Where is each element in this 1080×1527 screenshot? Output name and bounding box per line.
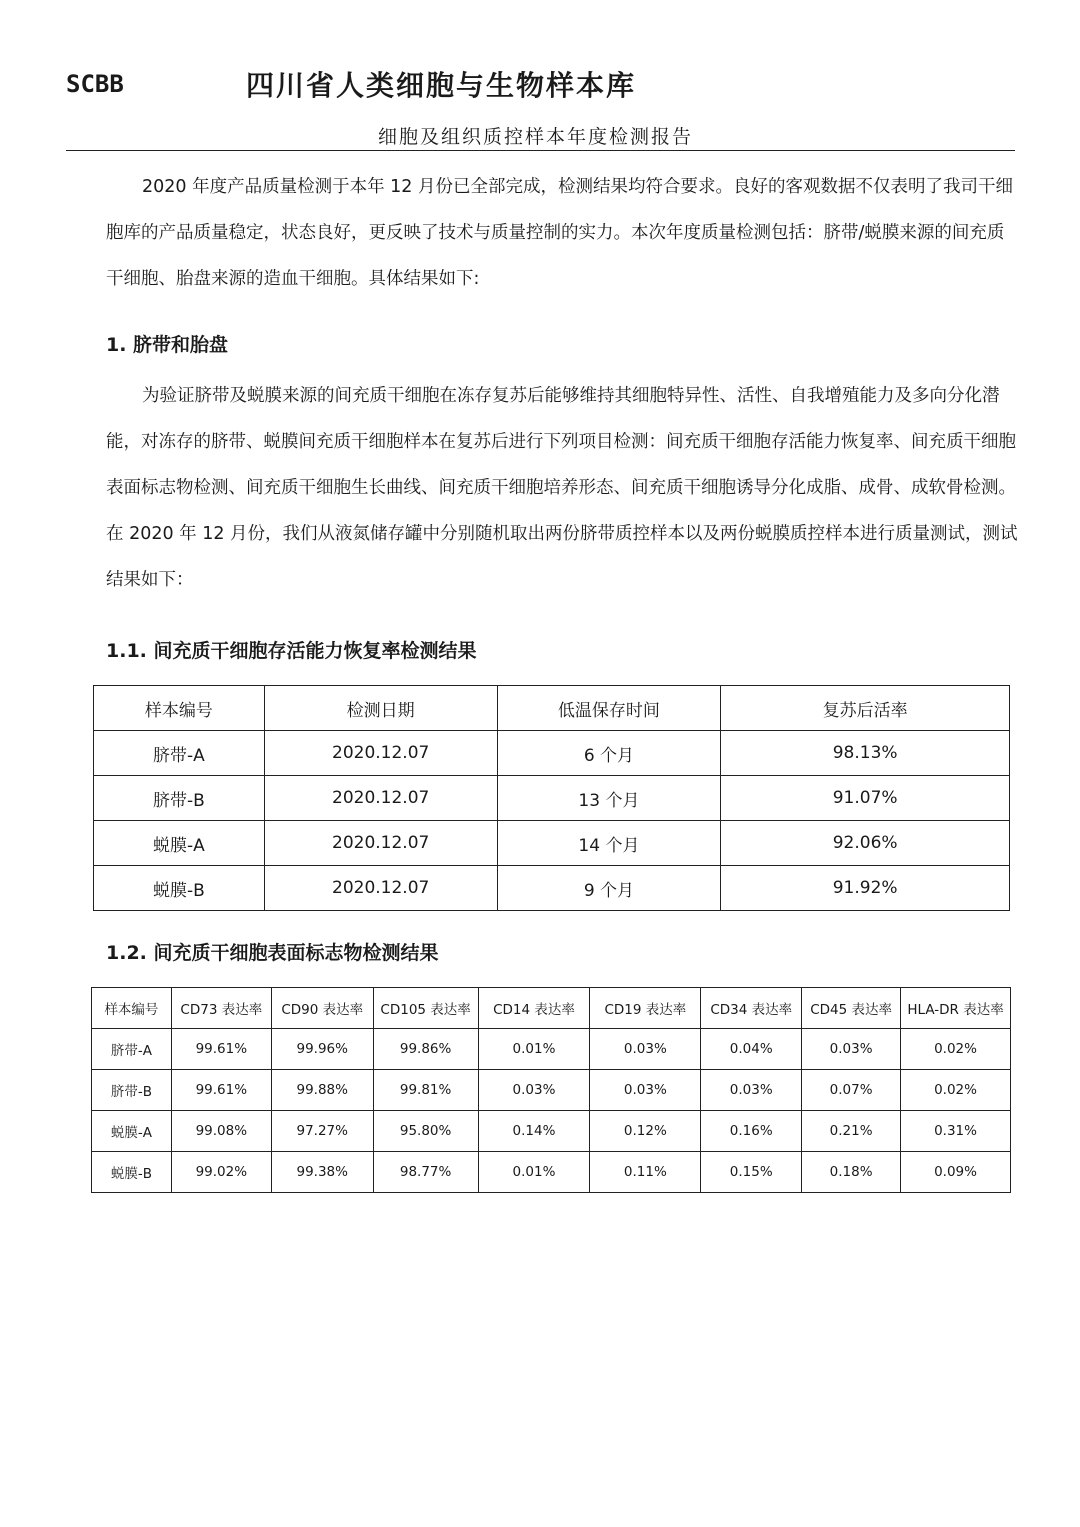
- table-cell: 脐带-B: [92, 1070, 172, 1111]
- table-header-row: [92, 988, 1011, 1029]
- table-row: [92, 1152, 1011, 1193]
- table-cell: 92.06%: [721, 821, 1010, 866]
- table-cell: 95.80%: [373, 1111, 478, 1152]
- column-header: CD90 表达率: [271, 988, 373, 1029]
- column-header: 检测日期: [264, 686, 497, 731]
- column-header: CD105 表达率: [373, 988, 478, 1029]
- table-cell: 2020.12.07: [264, 731, 497, 776]
- table-row: [92, 1029, 1011, 1070]
- table-cell: 0.15%: [701, 1152, 802, 1193]
- column-header: HLA-DR 表达率: [901, 988, 1011, 1029]
- table-cell: 99.02%: [171, 1152, 271, 1193]
- table-cell: 脐带-A: [94, 731, 265, 776]
- table-row: [92, 1111, 1011, 1152]
- table-cell: 99.38%: [271, 1152, 373, 1193]
- table-cell: 99.08%: [171, 1111, 271, 1152]
- table-cell: 0.01%: [478, 1029, 590, 1070]
- column-header: CD73 表达率: [171, 988, 271, 1029]
- table-cell: 0.18%: [802, 1152, 901, 1193]
- table-cell: 91.07%: [721, 776, 1010, 821]
- table-cell: 0.01%: [478, 1152, 590, 1193]
- table-cell: 99.61%: [171, 1070, 271, 1111]
- surface-marker-table: [91, 987, 1011, 1193]
- table-cell: 98.13%: [721, 731, 1010, 776]
- table-cell: 0.31%: [901, 1111, 1011, 1152]
- table-cell: 脐带-A: [92, 1029, 172, 1070]
- column-header: 样本编号: [94, 686, 265, 731]
- table-cell: 蜕膜-A: [94, 821, 265, 866]
- table-row: [94, 731, 1010, 776]
- table-cell: 蜕膜-B: [92, 1152, 172, 1193]
- table-cell: 98.77%: [373, 1152, 478, 1193]
- table-row: [94, 866, 1010, 911]
- table-cell: 0.21%: [802, 1111, 901, 1152]
- table-cell: 2020.12.07: [264, 821, 497, 866]
- column-header: 样本编号: [92, 988, 172, 1029]
- table-row: [94, 776, 1010, 821]
- section-1-1-heading: 1.1. 间充质干细胞存活能力恢复率检测结果: [106, 640, 477, 662]
- table-cell: 0.16%: [701, 1111, 802, 1152]
- table-cell: 2020.12.07: [264, 866, 497, 911]
- table-cell: 2020.12.07: [264, 776, 497, 821]
- header-divider: [66, 150, 1015, 151]
- table-cell: 99.61%: [171, 1029, 271, 1070]
- table-row: [94, 821, 1010, 866]
- table-cell: 91.92%: [721, 866, 1010, 911]
- section-1-heading: 1. 脐带和胎盘: [106, 334, 229, 356]
- org-code: SCBB: [66, 70, 124, 98]
- table-header-row: [94, 686, 1010, 731]
- table-cell: 蜕膜-B: [94, 866, 265, 911]
- column-header: CD19 表达率: [590, 988, 701, 1029]
- table-cell: 0.02%: [901, 1070, 1011, 1111]
- table-cell: 0.09%: [901, 1152, 1011, 1193]
- table-cell: 99.96%: [271, 1029, 373, 1070]
- table-cell: 99.81%: [373, 1070, 478, 1111]
- report-org-title: 四川省人类细胞与生物样本库: [246, 69, 637, 102]
- table-cell: 0.03%: [701, 1070, 802, 1111]
- viability-table: [93, 685, 1010, 911]
- table-cell: 0.03%: [802, 1029, 901, 1070]
- table-cell: 0.12%: [590, 1111, 701, 1152]
- section-1-paragraph: 为验证脐带及蜕膜来源的间充质干细胞在冻存复苏后能够维持其细胞特异性、活性、自我增殖能力及多向分化潜能，对冻存的脐带、蜕膜间充质干细胞样本在复苏后进行下列项目检测：间充质干细胞存活能力恢复率、间充质干细胞表面标志物检测、间充质干细胞生长曲线、间充质干细胞培养形态、间充质干细胞诱导分化成脂、成骨、成软骨检测。在 2020 年 12 月份，我们从液氮储存罐中分别随机取出两份脐带质控样本以及两份蜕膜质控样本进行质量测试，测试结果如下：: [106, 386, 1018, 590]
- table-cell: 6 个月: [497, 731, 721, 776]
- column-header: CD14 表达率: [478, 988, 590, 1029]
- table-row: [92, 1070, 1011, 1111]
- section-1-2-heading: 1.2. 间充质干细胞表面标志物检测结果: [106, 942, 439, 964]
- table-cell: 0.04%: [701, 1029, 802, 1070]
- column-header: CD34 表达率: [701, 988, 802, 1029]
- table-cell: 蜕膜-A: [92, 1111, 172, 1152]
- table-cell: 97.27%: [271, 1111, 373, 1152]
- intro-paragraph: 2020 年度产品质量检测于本年 12 月份已全部完成，检测结果均符合要求。良好的客观数据不仅表明了我司干细胞库的产品质量稳定，状态良好，更反映了技术与质量控制的实力。本次年度质量检测包括：脐带/蜕膜来源的间充质干细胞、胎盘来源的造血干细胞。具体结果如下:: [106, 177, 1013, 289]
- table-cell: 99.86%: [373, 1029, 478, 1070]
- table-cell: 0.02%: [901, 1029, 1011, 1070]
- report-subtitle: 细胞及组织质控样本年度检测报告: [378, 126, 694, 148]
- table-cell: 0.03%: [590, 1070, 701, 1111]
- table-cell: 0.14%: [478, 1111, 590, 1152]
- table-cell: 9 个月: [497, 866, 721, 911]
- table-cell: 脐带-B: [94, 776, 265, 821]
- column-header: 低温保存时间: [497, 686, 721, 731]
- column-header: CD45 表达率: [802, 988, 901, 1029]
- table-cell: 0.03%: [478, 1070, 590, 1111]
- table-cell: 99.88%: [271, 1070, 373, 1111]
- column-header: 复苏后活率: [721, 686, 1010, 731]
- table-cell: 13 个月: [497, 776, 721, 821]
- table-cell: 0.03%: [590, 1029, 701, 1070]
- table-cell: 0.11%: [590, 1152, 701, 1193]
- table-cell: 0.07%: [802, 1070, 901, 1111]
- table-cell: 14 个月: [497, 821, 721, 866]
